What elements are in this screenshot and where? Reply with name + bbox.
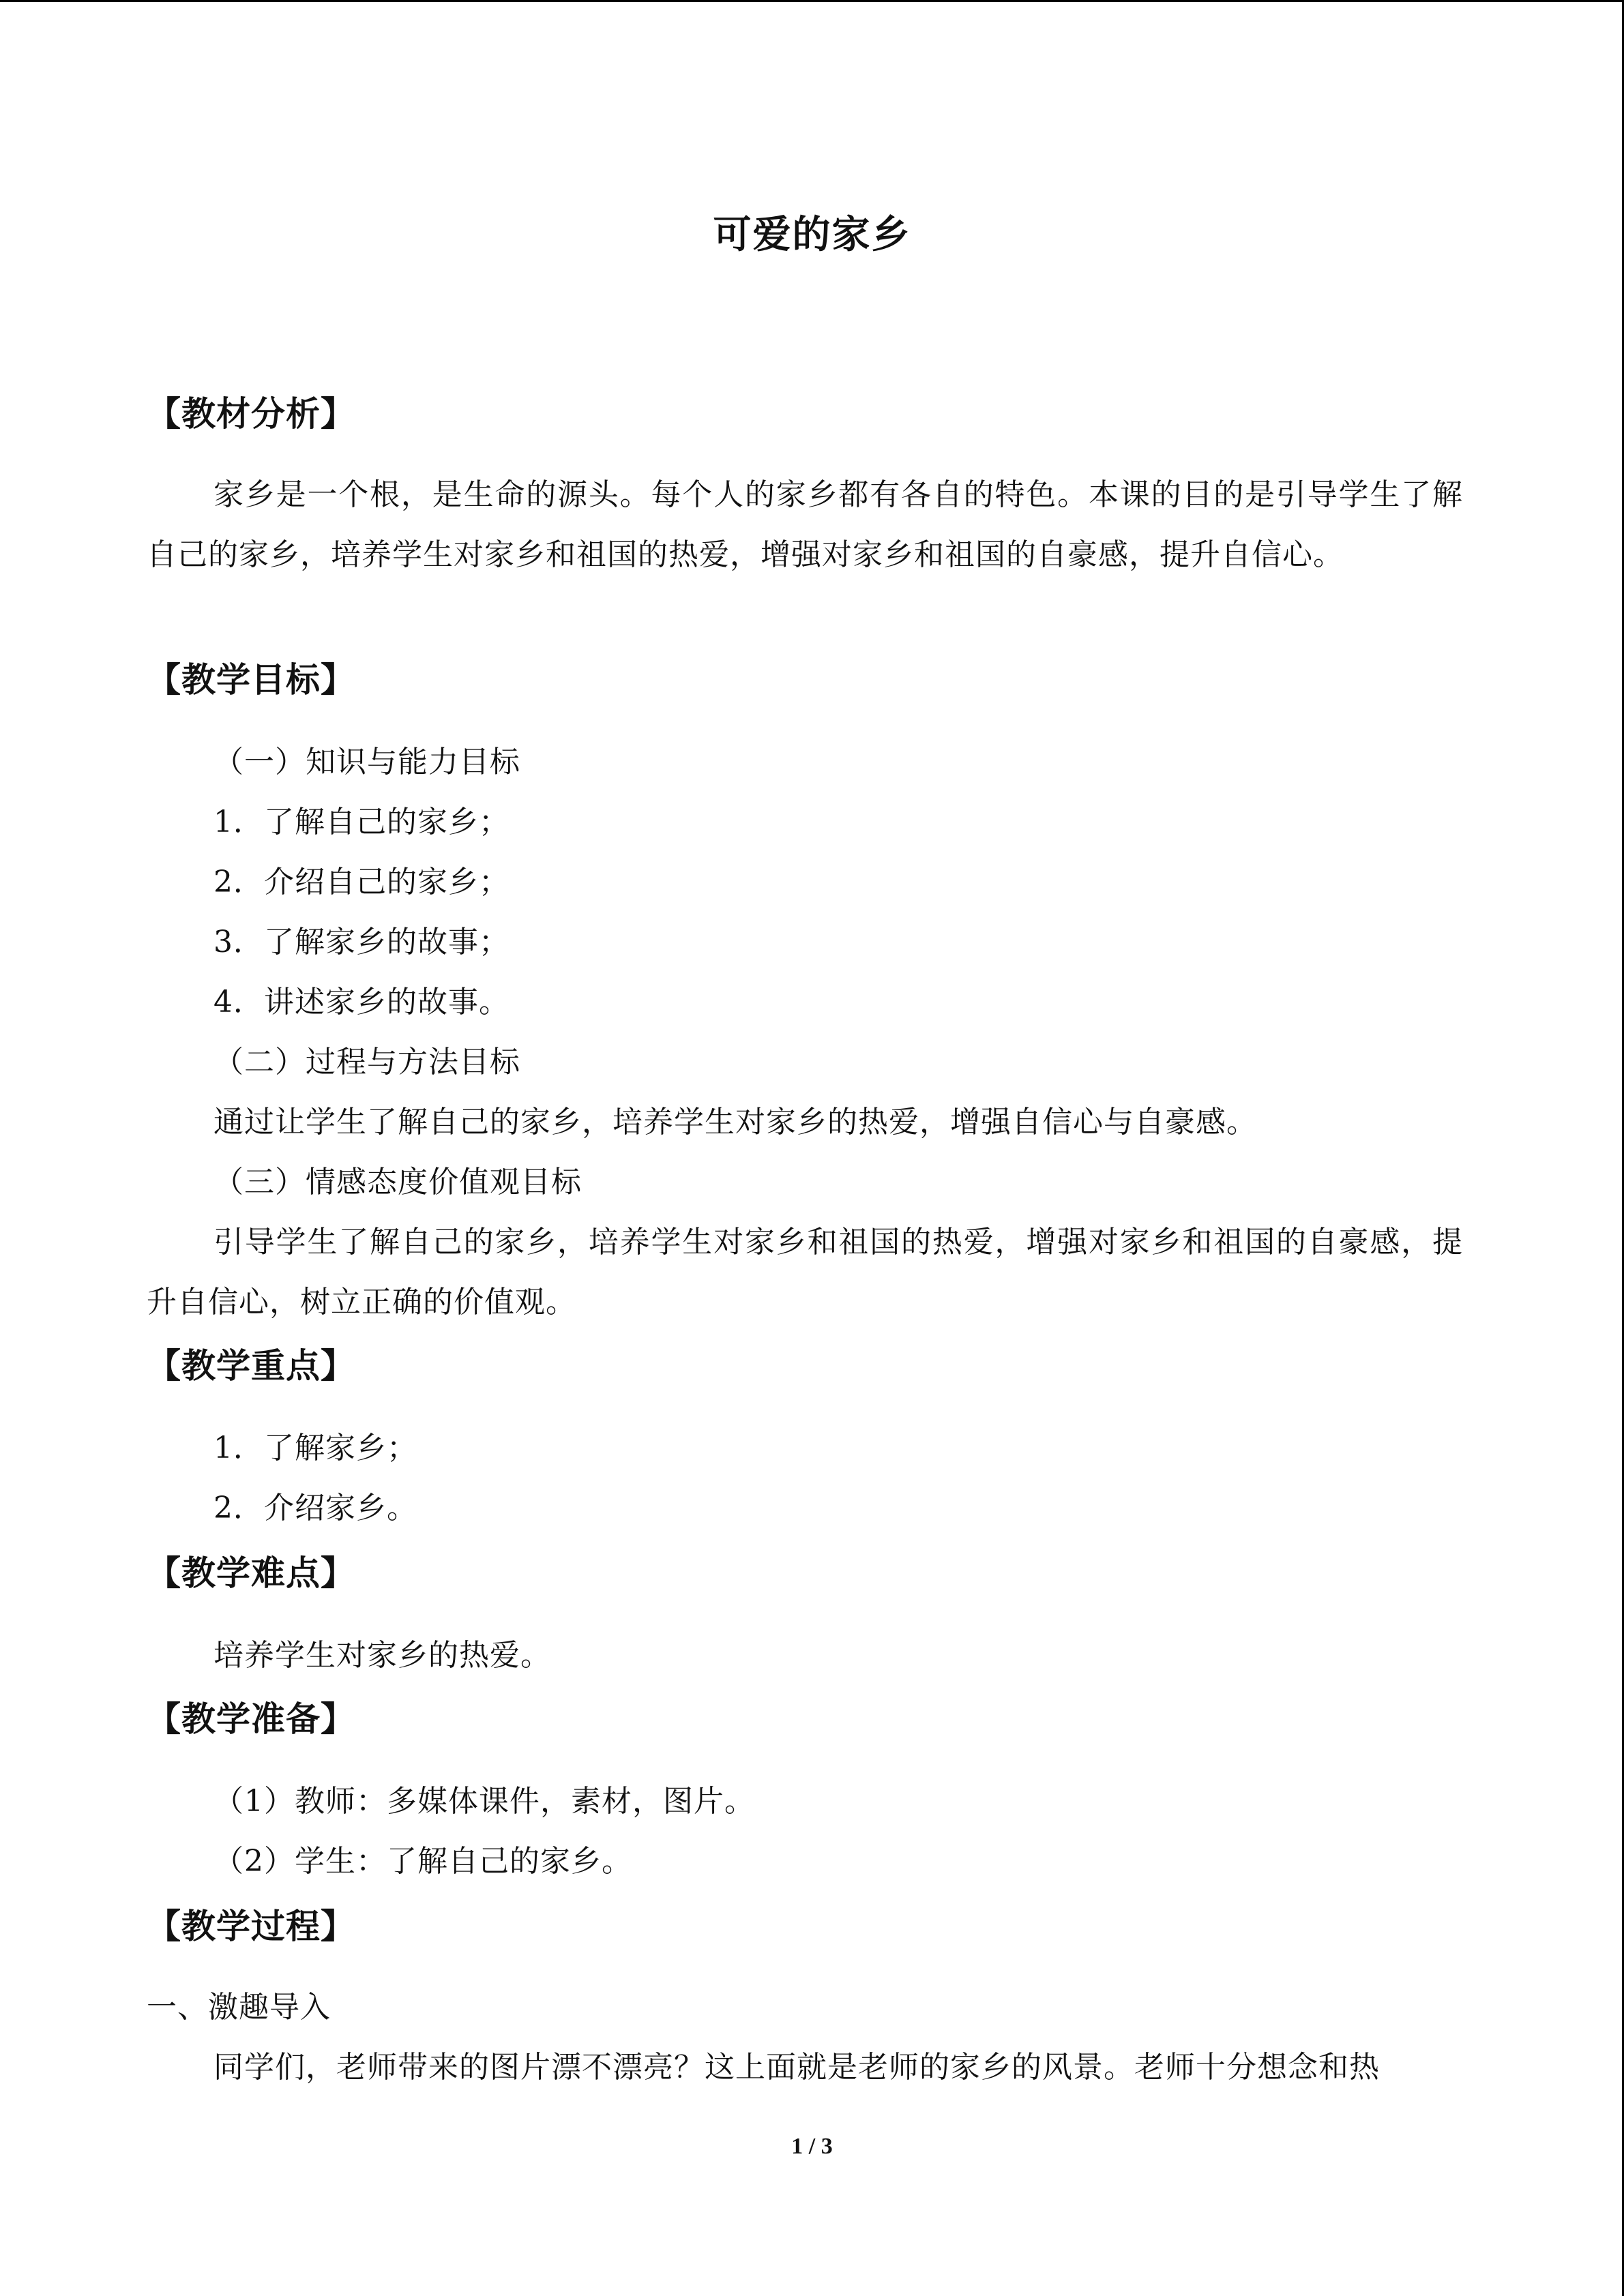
- goals-item-1: 1．了解自己的家乡；: [213, 805, 510, 839]
- heading-process: 【教学过程】: [147, 1907, 355, 1946]
- process-step-1-text: 同学们，老师带来的图片漂不漂亮？这上面就是老师的家乡的风景。老师十分想念和热: [213, 2050, 1380, 2085]
- goals-subheading-knowledge: （一）知识与能力目标: [213, 745, 520, 779]
- process-step-1-title: 一、激趣导入: [147, 1990, 331, 2025]
- key-point-1: 1．了解家乡；: [213, 1431, 417, 1465]
- goals-item-4: 4．讲述家乡的故事。: [213, 985, 510, 1019]
- goals-subheading-values: （三）情感态度价值观目标: [213, 1165, 582, 1199]
- document-title: 可爱的家乡: [713, 213, 911, 257]
- analysis-paragraph: 家乡是一个根，是生命的源头。每个人的家乡都有各自的特色。本课的目的是引导学生了解自己的家乡，培养学生对家乡和祖国的热爱，增强对家乡和祖国的自豪感，提升自信心。: [147, 477, 1463, 572]
- difficulties-text: 培养学生对家乡的热爱。: [213, 1638, 551, 1673]
- goals-process-text: 通过让学生了解自己的家乡，培养学生对家乡的热爱，增强自信心与自豪感。: [213, 1105, 1257, 1139]
- key-point-2: 2．介绍家乡。: [213, 1491, 417, 1525]
- preparation-item-2: （2）学生：了解自己的家乡。: [213, 1844, 632, 1879]
- goals-subheading-process: （二）过程与方法目标: [213, 1045, 520, 1079]
- heading-key-points: 【教学重点】: [147, 1346, 355, 1386]
- heading-difficulties: 【教学难点】: [147, 1553, 355, 1593]
- goals-item-2: 2．介绍自己的家乡；: [213, 865, 510, 899]
- goals-item-3: 3．了解家乡的故事；: [213, 925, 510, 959]
- heading-goals: 【教学目标】: [147, 660, 355, 700]
- heading-preparation: 【教学准备】: [147, 1699, 355, 1739]
- goals-values-text: 引导学生了解自己的家乡，培养学生对家乡和祖国的热爱，增强对家乡和祖国的自豪感，提升自信心，树立正确的价值观。: [147, 1225, 1463, 1320]
- page-number: 1 / 3: [791, 2134, 833, 2159]
- preparation-item-1: （1）教师：多媒体课件，素材，图片。: [213, 1784, 755, 1819]
- heading-analysis: 【教材分析】: [147, 394, 355, 434]
